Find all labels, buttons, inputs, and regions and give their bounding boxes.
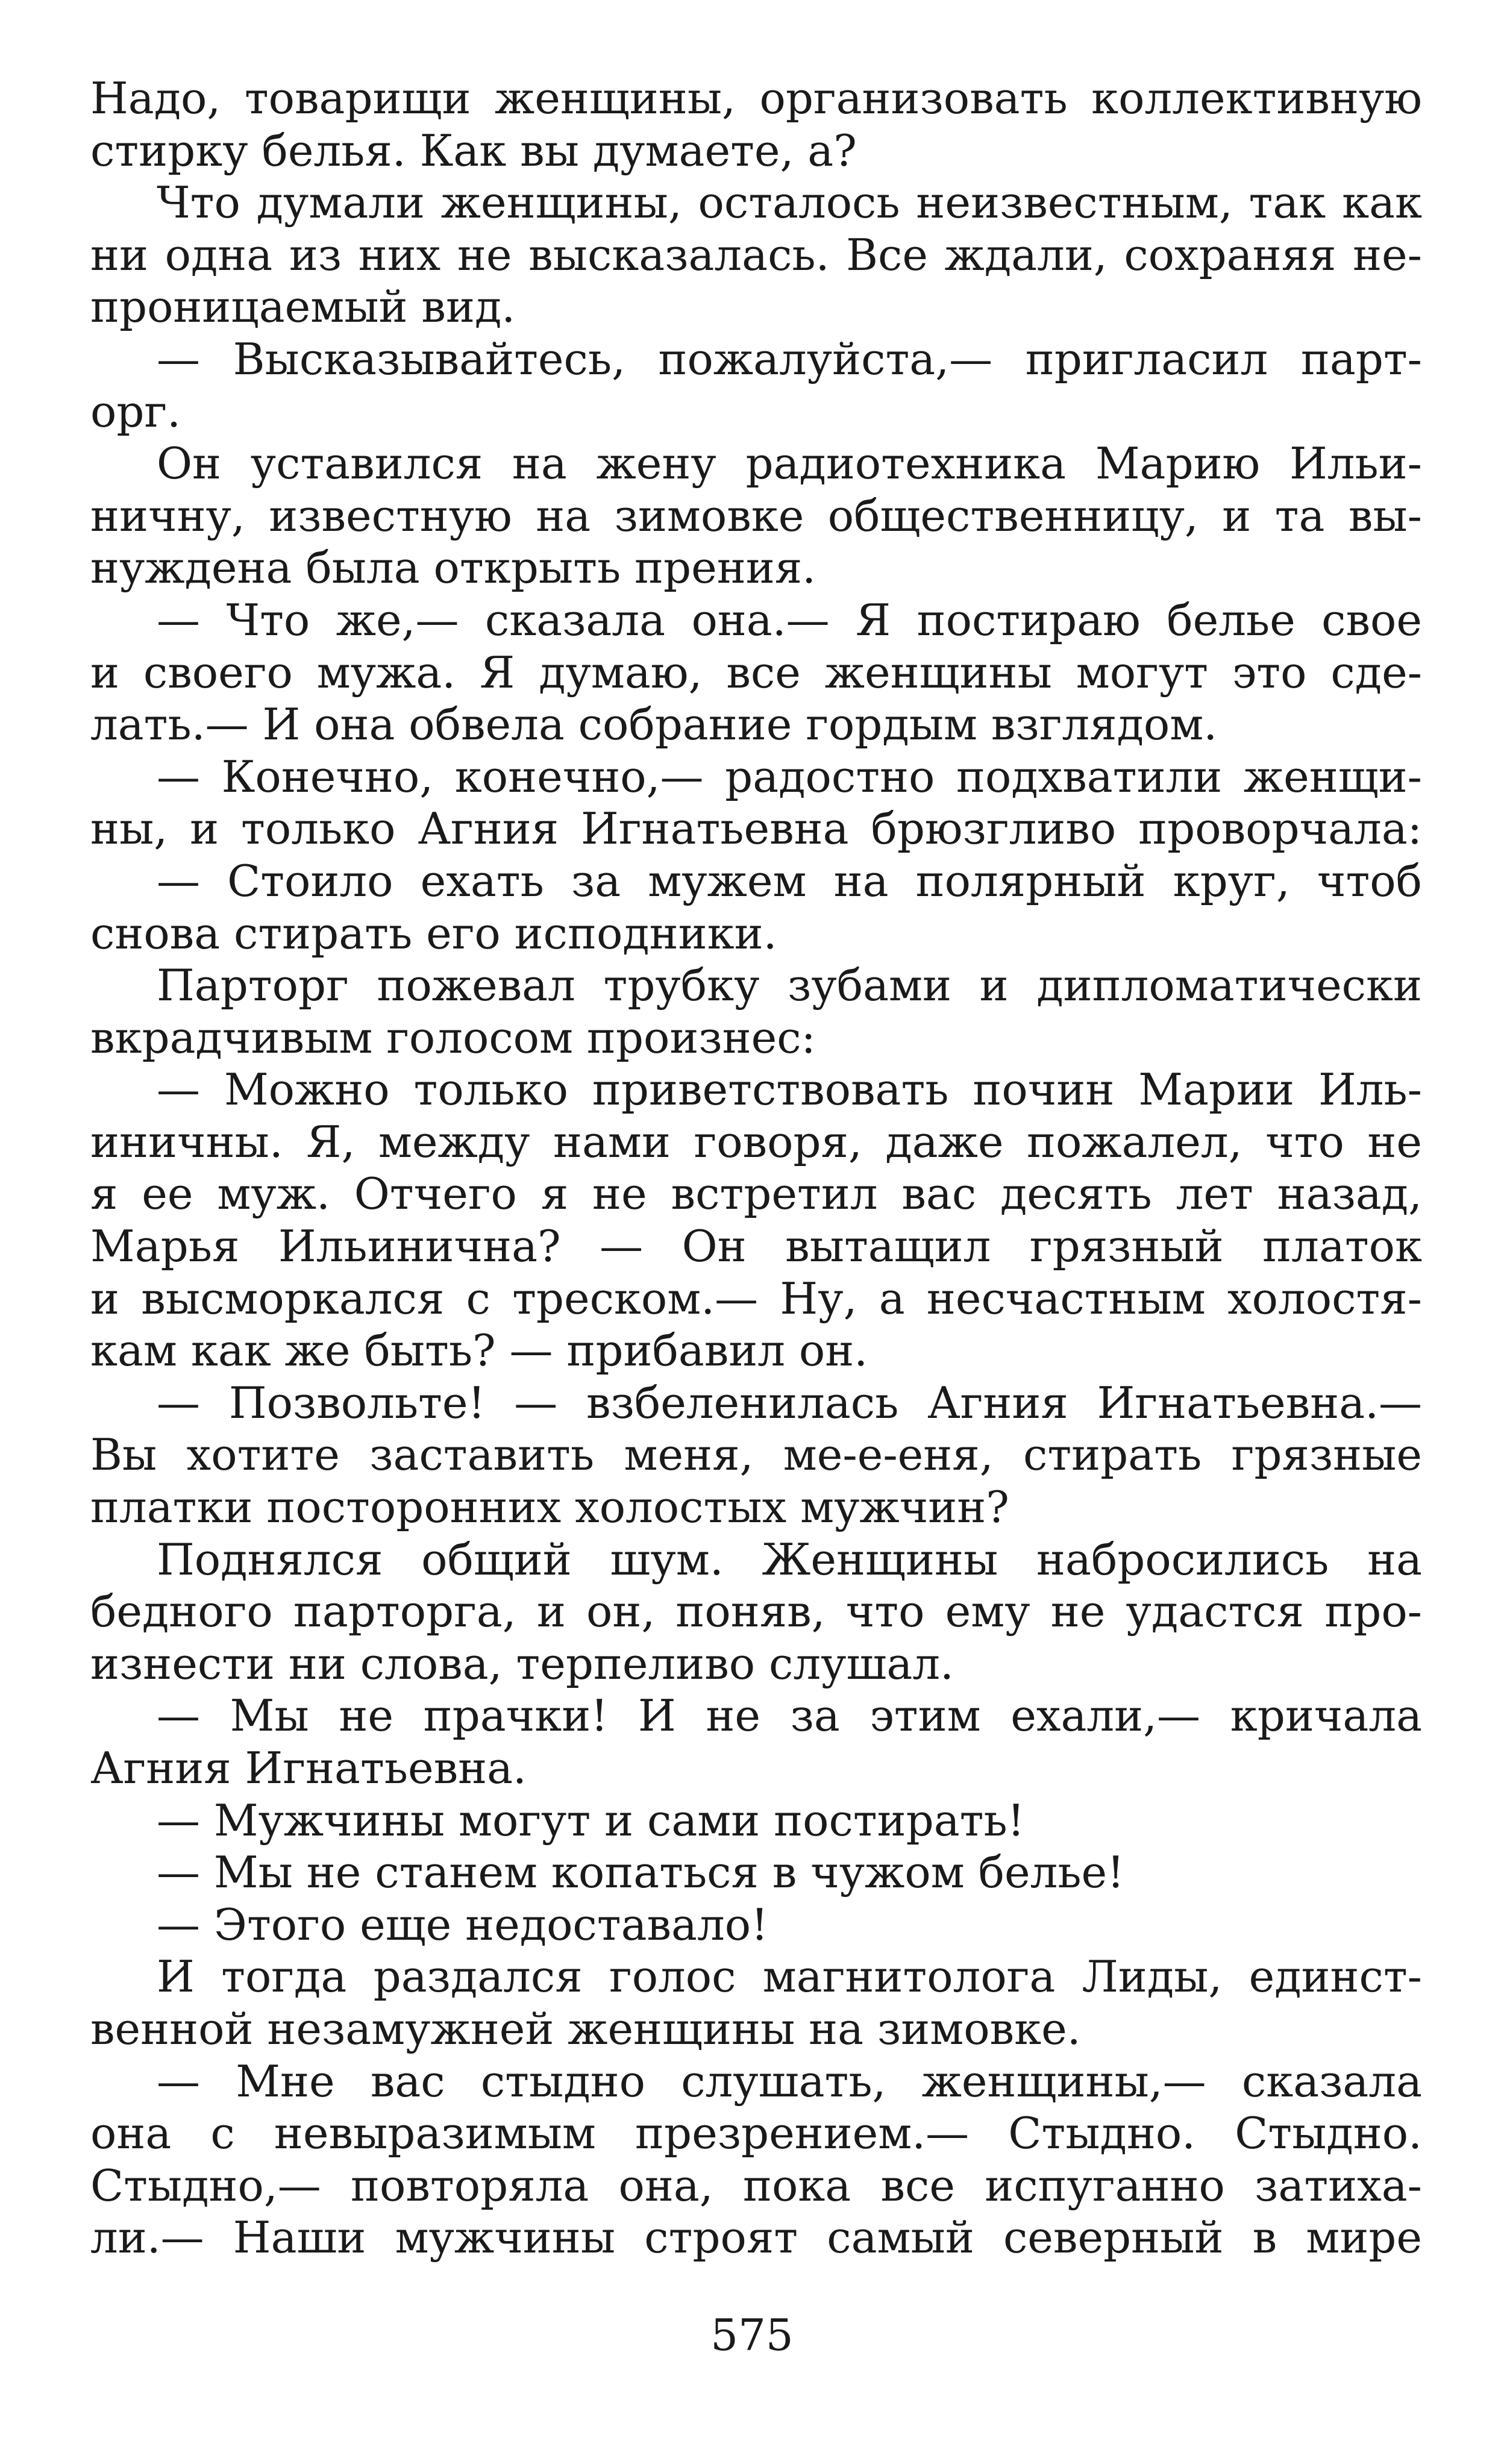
text-line: изнести ни слова, терпеливо слушал.	[90, 1638, 954, 1689]
text-line: и высморкался с треском.— Ну, а несчастным холостя-	[90, 1273, 1422, 1324]
text-line: ни одна из них не высказалась. Все ждали, сохраняя не-	[90, 229, 1422, 280]
text-line: — Мужчины могут и сами постирать!	[157, 1795, 1025, 1846]
text-line: бедного парторга, и он, поняв, что ему не удастся про-	[90, 1586, 1422, 1637]
text-line: Агния Игнатьевна.	[90, 1743, 527, 1793]
text-line: ничну, известную на зимовке общественницу, и та вы-	[90, 490, 1422, 541]
text-line: снова стирать его исподники.	[90, 908, 777, 959]
text-line: лать.— И она обвела собрание гордым взглядом.	[90, 699, 1218, 750]
text-line: — Мы не прачки! И не за этим ехали,— кричала	[157, 1690, 1422, 1741]
text-line: нуждена была открыть прения.	[90, 542, 816, 594]
page-number: 575	[710, 2310, 794, 2360]
text-line: иничны. Я, между нами говоря, даже пожалел, что не	[90, 1116, 1422, 1167]
text-line: И тогда раздался голос магнитолога Лиды, единст-	[157, 1951, 1422, 2002]
page-text-body	[90, 72, 1422, 2264]
text-line: платки посторонних холостых мужчин?	[90, 1482, 1009, 1533]
text-line: Вы хотите заставить меня, ме-е-еня, стирать грязные	[90, 1429, 1422, 1481]
text-line: стирку белья. Как вы думаете, а?	[90, 125, 857, 176]
text-line: Что думали женщины, осталось неизвестным, так как	[157, 177, 1422, 228]
text-line: Он уставился на жену радиотехника Марию Ильи-	[157, 438, 1422, 489]
text-line: Поднялся общий шум. Женщины набросились на	[157, 1534, 1422, 1585]
text-line: — Что же,— сказала она.— Я постираю белье свое	[157, 594, 1422, 645]
text-line: она с невыразимым презрением.— Стыдно. Стыдно.	[90, 2108, 1422, 2159]
text-line: — Мы не станем копаться в чужом белье!	[157, 1847, 1125, 1898]
text-line: — Высказывайтесь, пожалуйста,— пригласил парт-	[157, 333, 1422, 384]
text-line: — Конечно, конечно,— радостно подхватили женщи-	[157, 751, 1422, 802]
text-line: — Можно только приветствовать почин Марии Иль-	[157, 1064, 1422, 1115]
text-line: ны, и только Агния Игнатьевна брюзгливо проворчала:	[90, 803, 1422, 854]
text-line: — Стоило ехать за мужем на полярный круг, чтоб	[157, 855, 1422, 906]
text-line: Надо, товарищи женщины, организовать коллективную	[90, 73, 1422, 124]
text-line: я ее муж. Отчего я не встретил вас десять лет назад,	[90, 1168, 1422, 1220]
text-line: орг.	[90, 386, 181, 437]
text-line: венной незамужней женщины на зимовке.	[90, 2003, 1081, 2054]
text-line: Парторг пожевал трубку зубами и дипломатически	[157, 960, 1422, 1011]
text-line: — Этого еще недоставало!	[157, 1899, 768, 1950]
text-line: вкрадчивым голосом произнес:	[90, 1012, 816, 1063]
text-line: Стыдно,— повторяла она, пока все испуганно затиха-	[90, 2160, 1422, 2211]
text-line: ли.— Наши мужчины строят самый северный в мире	[90, 2212, 1422, 2263]
text-line: Марья Ильинична? — Он вытащил грязный платок	[90, 1221, 1422, 1272]
text-line: — Позвольте! — взбеленилась Агния Игнатьевна.—	[157, 1377, 1422, 1428]
text-line: — Мне вас стыдно слушать, женщины,— сказала	[157, 2055, 1422, 2107]
text-line: кам как же быть? — прибавил он.	[90, 1325, 868, 1376]
text-line: и своего мужа. Я думаю, все женщины могут это сде-	[90, 647, 1422, 698]
text-line: проницаемый вид.	[90, 281, 516, 333]
